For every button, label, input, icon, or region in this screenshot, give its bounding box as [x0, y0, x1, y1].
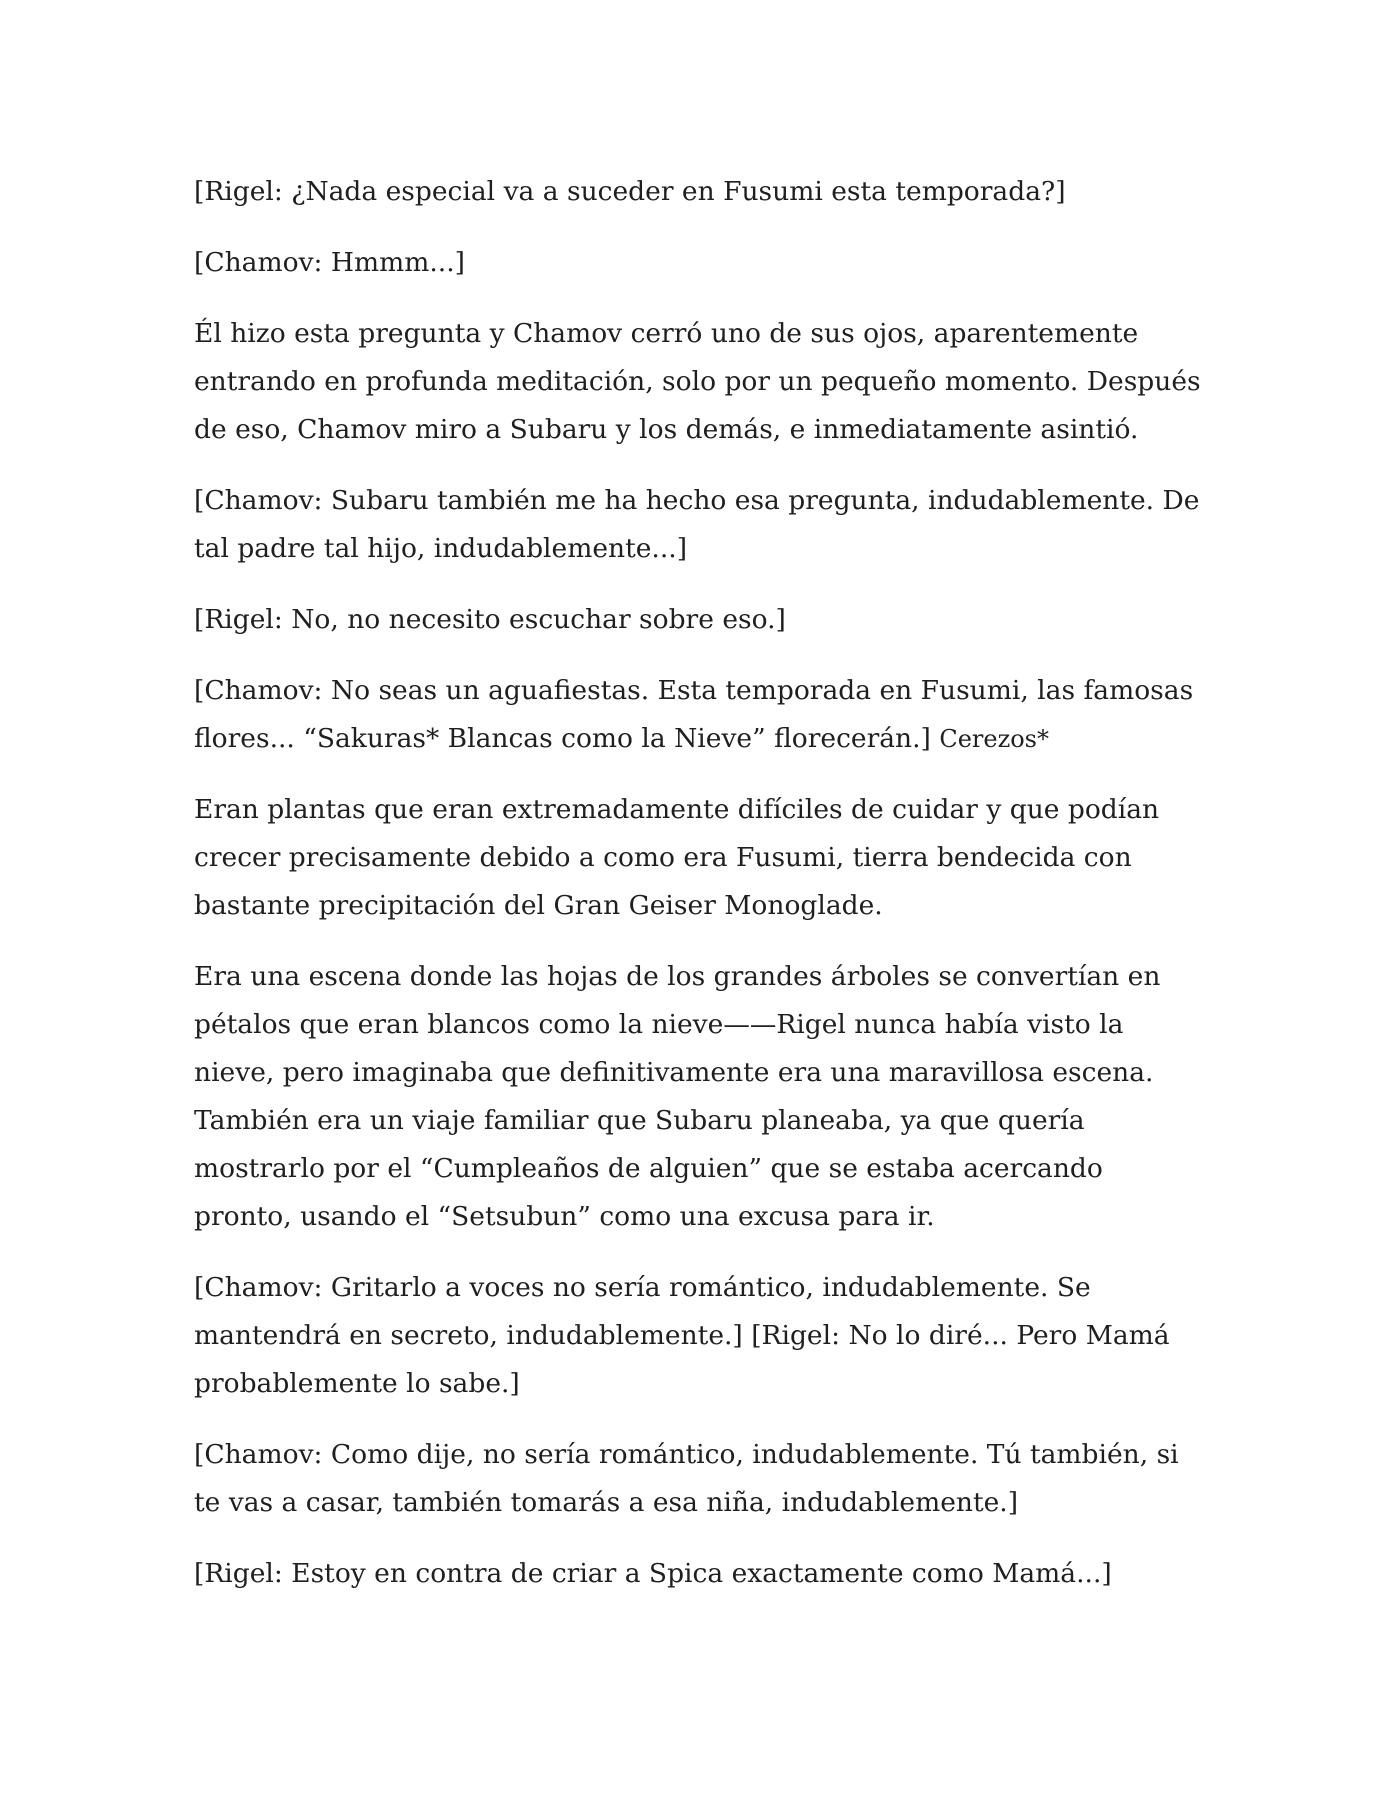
narration-paragraph: Era una escena donde las hojas de los grandes árboles se convertían en pétalos que eran blancos como la nieve——Rigel nunca había visto la nieve, pero imaginaba que definitivamente era una maravillosa escena. También era un viaje familiar que Subaru planeaba, ya que quería mostrarlo por el “Cumpleaños de alguien” que se estaba acercando pronto, usando el “Setsubun” como una excusa para ir.: [194, 961, 1161, 1232]
dialogue-line: [Chamov: Hmmm...]: [194, 247, 465, 278]
dialogue-line: [Rigel: ¿Nada especial va a suceder en Fusumi esta temporada?]: [194, 176, 1066, 207]
dialogue-line: [Chamov: Gritarlo a voces no sería romántico, indudablemente. Se mantendrá en secreto, indudablemente.] [Rigel: No lo diré... Pero Mamá probablemente lo sabe.]: [194, 1272, 1170, 1399]
dialogue-line: [Rigel: No, no necesito escuchar sobre eso.]: [194, 604, 786, 635]
document-page: [194, 168, 1204, 1621]
narration-paragraph: Eran plantas que eran extremadamente difíciles de cuidar y que podían crecer precisamente debido a como era Fusumi, tierra bendecida con bastante precipitación del Gran Geiser Monoglade.: [194, 794, 1160, 921]
narration-paragraph: Él hizo esta pregunta y Chamov cerró uno de sus ojos, aparentemente entrando en profunda meditación, solo por un pequeño momento. Después de eso, Chamov miro a Subaru y los demás, e inmediatamente asintió.: [194, 318, 1201, 445]
translator-note: Cerezos*: [939, 725, 1049, 753]
dialogue-line: [Rigel: Estoy en contra de criar a Spica exactamente como Mamá...]: [194, 1558, 1112, 1589]
dialogue-line: [Chamov: Como dije, no sería romántico, indudablemente. Tú también, si te vas a casar, también tomarás a esa niña, indudablemente.]: [194, 1439, 1179, 1518]
dialogue-line: [Chamov: Subaru también me ha hecho esa pregunta, indudablemente. De tal padre tal hijo, indudablemente...]: [194, 485, 1200, 564]
dialogue-line: [194, 667, 1204, 763]
dialogue-text: [Chamov: No seas un aguafiestas. Esta temporada en Fusumi, las famosas flores... “Sakuras* Blancas como la Nieve” florecerán.]: [194, 675, 1194, 754]
